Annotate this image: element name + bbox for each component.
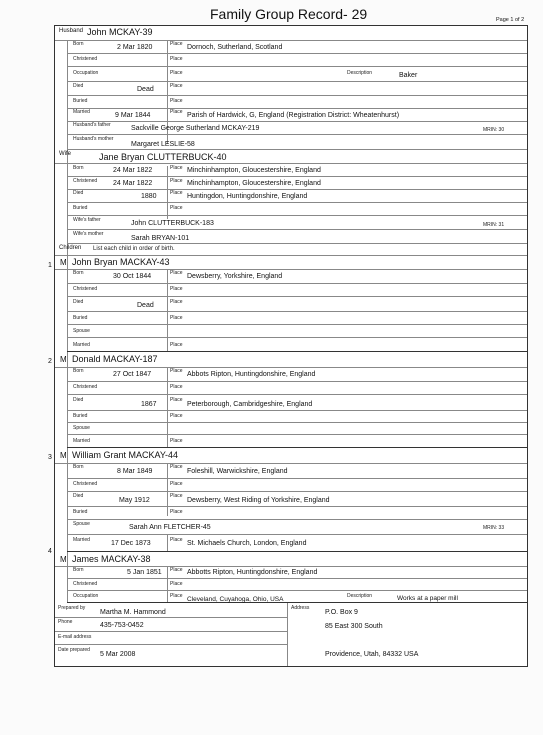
place-label: Place	[170, 41, 183, 47]
child-died-place: Dewsberry, West Riding of Yorkshire, England	[187, 497, 330, 504]
child-sex: M	[60, 555, 67, 564]
children-label: Children	[59, 245, 82, 251]
place-label: Place	[170, 537, 183, 543]
died-label: Died	[73, 493, 84, 499]
divider	[287, 603, 288, 666]
child-born-date: 5 Jan 1851	[127, 569, 162, 576]
wife-born-date: 24 Mar 1822	[113, 167, 153, 174]
place-label: Place	[170, 286, 183, 292]
husband-occupation: Baker	[399, 72, 418, 79]
place-label: Place	[170, 464, 183, 470]
child-died-date: Dead	[137, 302, 154, 309]
child-born-date: 27 Oct 1847	[113, 371, 152, 378]
page-title: Family Group Record- 29	[210, 6, 368, 22]
child-buried-row	[67, 506, 527, 520]
address-line-1: P.O. Box 9	[325, 609, 358, 616]
child-born-date: 8 Mar 1849	[117, 468, 153, 475]
spouse-label: Spouse	[73, 521, 90, 527]
wife-label: Wife	[59, 151, 71, 157]
occupation-label: Occupation	[73, 593, 99, 599]
child-header	[55, 552, 527, 567]
place-label: Place	[170, 368, 183, 374]
married-label: Married	[73, 438, 90, 444]
husbands-mother: Margaret LESLIE-58	[131, 141, 195, 148]
place-label: Place	[170, 205, 183, 211]
child-sex: M	[60, 451, 67, 460]
wifes-mother-label: Wife's mother	[73, 231, 104, 237]
marriage-row	[67, 108, 527, 122]
place-label: Place	[170, 581, 183, 587]
husband-born-date: 2 Mar 1820	[117, 44, 153, 51]
child-sex: M	[60, 258, 67, 267]
husband-name: John MCKAY-39	[87, 27, 153, 37]
child-born-place: Dewsberry, Yorkshire, England	[187, 273, 283, 280]
children-note: List each child in order of birth.	[93, 246, 175, 252]
place-label: Place	[170, 413, 183, 419]
child-born-date: 30 Oct 1844	[113, 273, 152, 280]
wife-died-date: 1880	[141, 193, 157, 200]
child-married-row	[67, 337, 527, 352]
place-label: Place	[170, 315, 183, 321]
place-label: Place	[170, 190, 183, 196]
husbands-father-label: Husband's father	[73, 122, 111, 128]
child-occupation-desc: Works at a paper mill	[397, 595, 458, 602]
mrin: MRIN: 30	[483, 127, 505, 133]
wife-father-row	[67, 215, 527, 230]
wife-chr-row	[67, 176, 527, 190]
child-number: 1	[48, 262, 52, 269]
child-chr-row	[67, 478, 527, 492]
place-label: Place	[170, 299, 183, 305]
died-label: Died	[73, 397, 84, 403]
description-label: Description	[347, 593, 373, 599]
child-header	[55, 448, 527, 464]
husband-label: Husband	[59, 28, 84, 34]
spouse-label: Spouse	[73, 328, 90, 334]
christened-label: Christened	[73, 481, 98, 487]
born-label: Born	[73, 368, 84, 374]
place-label: Place	[170, 342, 183, 348]
child-spouse-row	[67, 324, 527, 338]
husband-died-row	[67, 81, 527, 96]
buried-label: Buried	[73, 205, 88, 211]
wife-born-row	[67, 163, 527, 177]
child-born-row	[67, 269, 527, 284]
child-number: 3	[48, 454, 52, 461]
place-label: Place	[170, 165, 183, 171]
prepared-by-row	[55, 603, 287, 618]
description-label: Description	[347, 70, 373, 76]
buried-label: Buried	[73, 413, 88, 419]
died-label: Died	[73, 83, 84, 89]
christened-label: Christened	[73, 286, 98, 292]
phone-label: Phone	[58, 619, 73, 625]
child-born-place: Abbots Ripton, Huntingdonshire, England	[187, 371, 316, 378]
born-label: Born	[73, 270, 84, 276]
married-date: 9 Mar 1844	[115, 112, 151, 119]
place-label: Place	[170, 593, 183, 599]
husband-died-date: Dead	[137, 86, 154, 93]
wife-died-place: Huntingdon, Huntingdonshire, England	[187, 193, 308, 200]
place-label: Place	[170, 567, 183, 573]
married-place: Parish of Hardwick, G, England (Registration District: Wheatenhurst)	[187, 112, 400, 119]
child-born-row	[67, 463, 527, 479]
page-number: Page 1 of 2	[496, 17, 525, 23]
child-sex: M	[60, 355, 67, 364]
spouse-label: Spouse	[73, 425, 90, 431]
married-label: Married	[73, 109, 90, 115]
child-died-date: May 1912	[119, 497, 150, 504]
child-occupation-place: Cleveland, Cuyahoga, Ohio, USA	[187, 596, 284, 603]
christened-label: Christened	[73, 581, 98, 587]
place-label: Place	[170, 98, 183, 104]
child-name: William Grant MACKAY-44	[72, 450, 179, 460]
wife-born-place: Minchinhampton, Gloucestershire, England	[187, 167, 321, 174]
husband-born-place: Dornoch, Sutherland, Scotland	[187, 44, 283, 51]
child-died-date: 1867	[141, 401, 157, 408]
place-label: Place	[170, 70, 183, 76]
husband-mother-row	[67, 134, 527, 150]
husband-father-row	[67, 121, 527, 135]
address-line-2: 85 East 300 South	[325, 623, 383, 630]
husband-occ-row	[67, 66, 527, 82]
child-buried-row	[67, 311, 527, 325]
wifes-father-label: Wife's father	[73, 217, 101, 223]
child-died-place: Peterborough, Cambridgeshire, England	[187, 401, 313, 408]
place-label: Place	[170, 397, 183, 403]
child-died-row	[67, 491, 527, 507]
child-married-date: 17 Dec 1873	[111, 540, 151, 547]
email-row	[55, 631, 287, 645]
christened-label: Christened	[73, 384, 98, 390]
child-number: 4	[48, 548, 52, 555]
child-born-place: Abbotts Ripton, Huntingdonshire, England	[187, 569, 318, 576]
place-label: Place	[170, 481, 183, 487]
child-died-row	[67, 296, 527, 312]
buried-label: Buried	[73, 98, 88, 104]
wifes-mother: Sarah BRYAN-101	[131, 235, 190, 242]
wife-name: Jane Bryan CLUTTERBUCK-40	[99, 152, 227, 162]
married-label: Married	[73, 342, 90, 348]
died-label: Died	[73, 190, 84, 196]
child-name: James MACKAY-38	[72, 554, 151, 564]
child-born-row	[67, 367, 527, 382]
place-label: Place	[170, 493, 183, 499]
wife-chr-place: Minchinhampton, Gloucestershire, England	[187, 180, 321, 187]
wife-mother-row	[67, 229, 527, 244]
husband-born-row	[67, 40, 527, 54]
child-died-row	[67, 394, 527, 411]
married-label: Married	[73, 537, 90, 543]
died-label: Died	[73, 299, 84, 305]
wife-died-row	[67, 189, 527, 203]
preparer-phone: 435-753-0452	[100, 622, 144, 629]
wife-header	[55, 149, 527, 164]
child-header	[55, 352, 527, 368]
buried-label: Buried	[73, 315, 88, 321]
prepared-by-label: Prepared by	[58, 605, 86, 611]
born-label: Born	[73, 41, 84, 47]
child-married-row	[67, 434, 527, 448]
wife-buried-row	[67, 202, 527, 216]
place-label: Place	[170, 384, 183, 390]
record-form	[54, 25, 528, 667]
wife-chr-date: 24 Mar 1822	[113, 180, 153, 187]
husband-header	[55, 26, 527, 41]
place-label: Place	[170, 438, 183, 444]
born-label: Born	[73, 567, 84, 573]
address-line-3: Providence, Utah, 84332 USA	[325, 651, 419, 658]
child-name: Donald MACKAY-187	[72, 354, 158, 364]
born-label: Born	[73, 165, 84, 171]
child-married-place: St. Michaels Church, London, England	[187, 540, 307, 547]
child-header	[55, 255, 527, 270]
place-label: Place	[170, 178, 183, 184]
husbands-father: Sackville George Sutherland MCKAY-219	[131, 125, 260, 132]
child-spouse-row	[67, 519, 527, 535]
address-label: Address	[291, 605, 310, 611]
place-label: Place	[170, 56, 183, 62]
husbands-mother-label: Husband's mother	[73, 136, 114, 142]
date-prepared-row	[55, 644, 287, 666]
child-married-row	[67, 534, 527, 552]
christened-label: Christened	[73, 56, 98, 62]
email-label: E-mail address	[58, 634, 92, 640]
born-label: Born	[73, 464, 84, 470]
preparer-name: Martha M. Hammond	[100, 609, 166, 616]
date-prepared-label: Date prepared	[58, 647, 90, 653]
child-chr-row	[67, 283, 527, 297]
buried-label: Buried	[73, 509, 88, 515]
child-occ-row	[67, 590, 527, 603]
child-name: John Bryan MACKAY-43	[72, 257, 170, 267]
place-label: Place	[170, 83, 183, 89]
husband-buried-row	[67, 95, 527, 109]
husband-chr-row	[67, 53, 527, 67]
mrin: MRIN: 33	[483, 525, 505, 531]
wifes-father: John CLUTTERBUCK-183	[131, 220, 214, 227]
child-born-place: Foleshill, Warwickshire, England	[187, 468, 288, 475]
place-label: Place	[170, 109, 183, 115]
mrin: MRIN: 31	[483, 222, 505, 228]
phone-row	[55, 617, 287, 632]
date-prepared: 5 Mar 2008	[100, 651, 136, 658]
christened-label: Christened	[73, 178, 98, 184]
child-number: 2	[48, 358, 52, 365]
child-spouse: Sarah Ann FLETCHER-45	[129, 524, 211, 531]
child-chr-row	[67, 381, 527, 395]
place-label: Place	[170, 270, 183, 276]
occupation-label: Occupation	[73, 70, 99, 76]
place-label: Place	[170, 509, 183, 515]
